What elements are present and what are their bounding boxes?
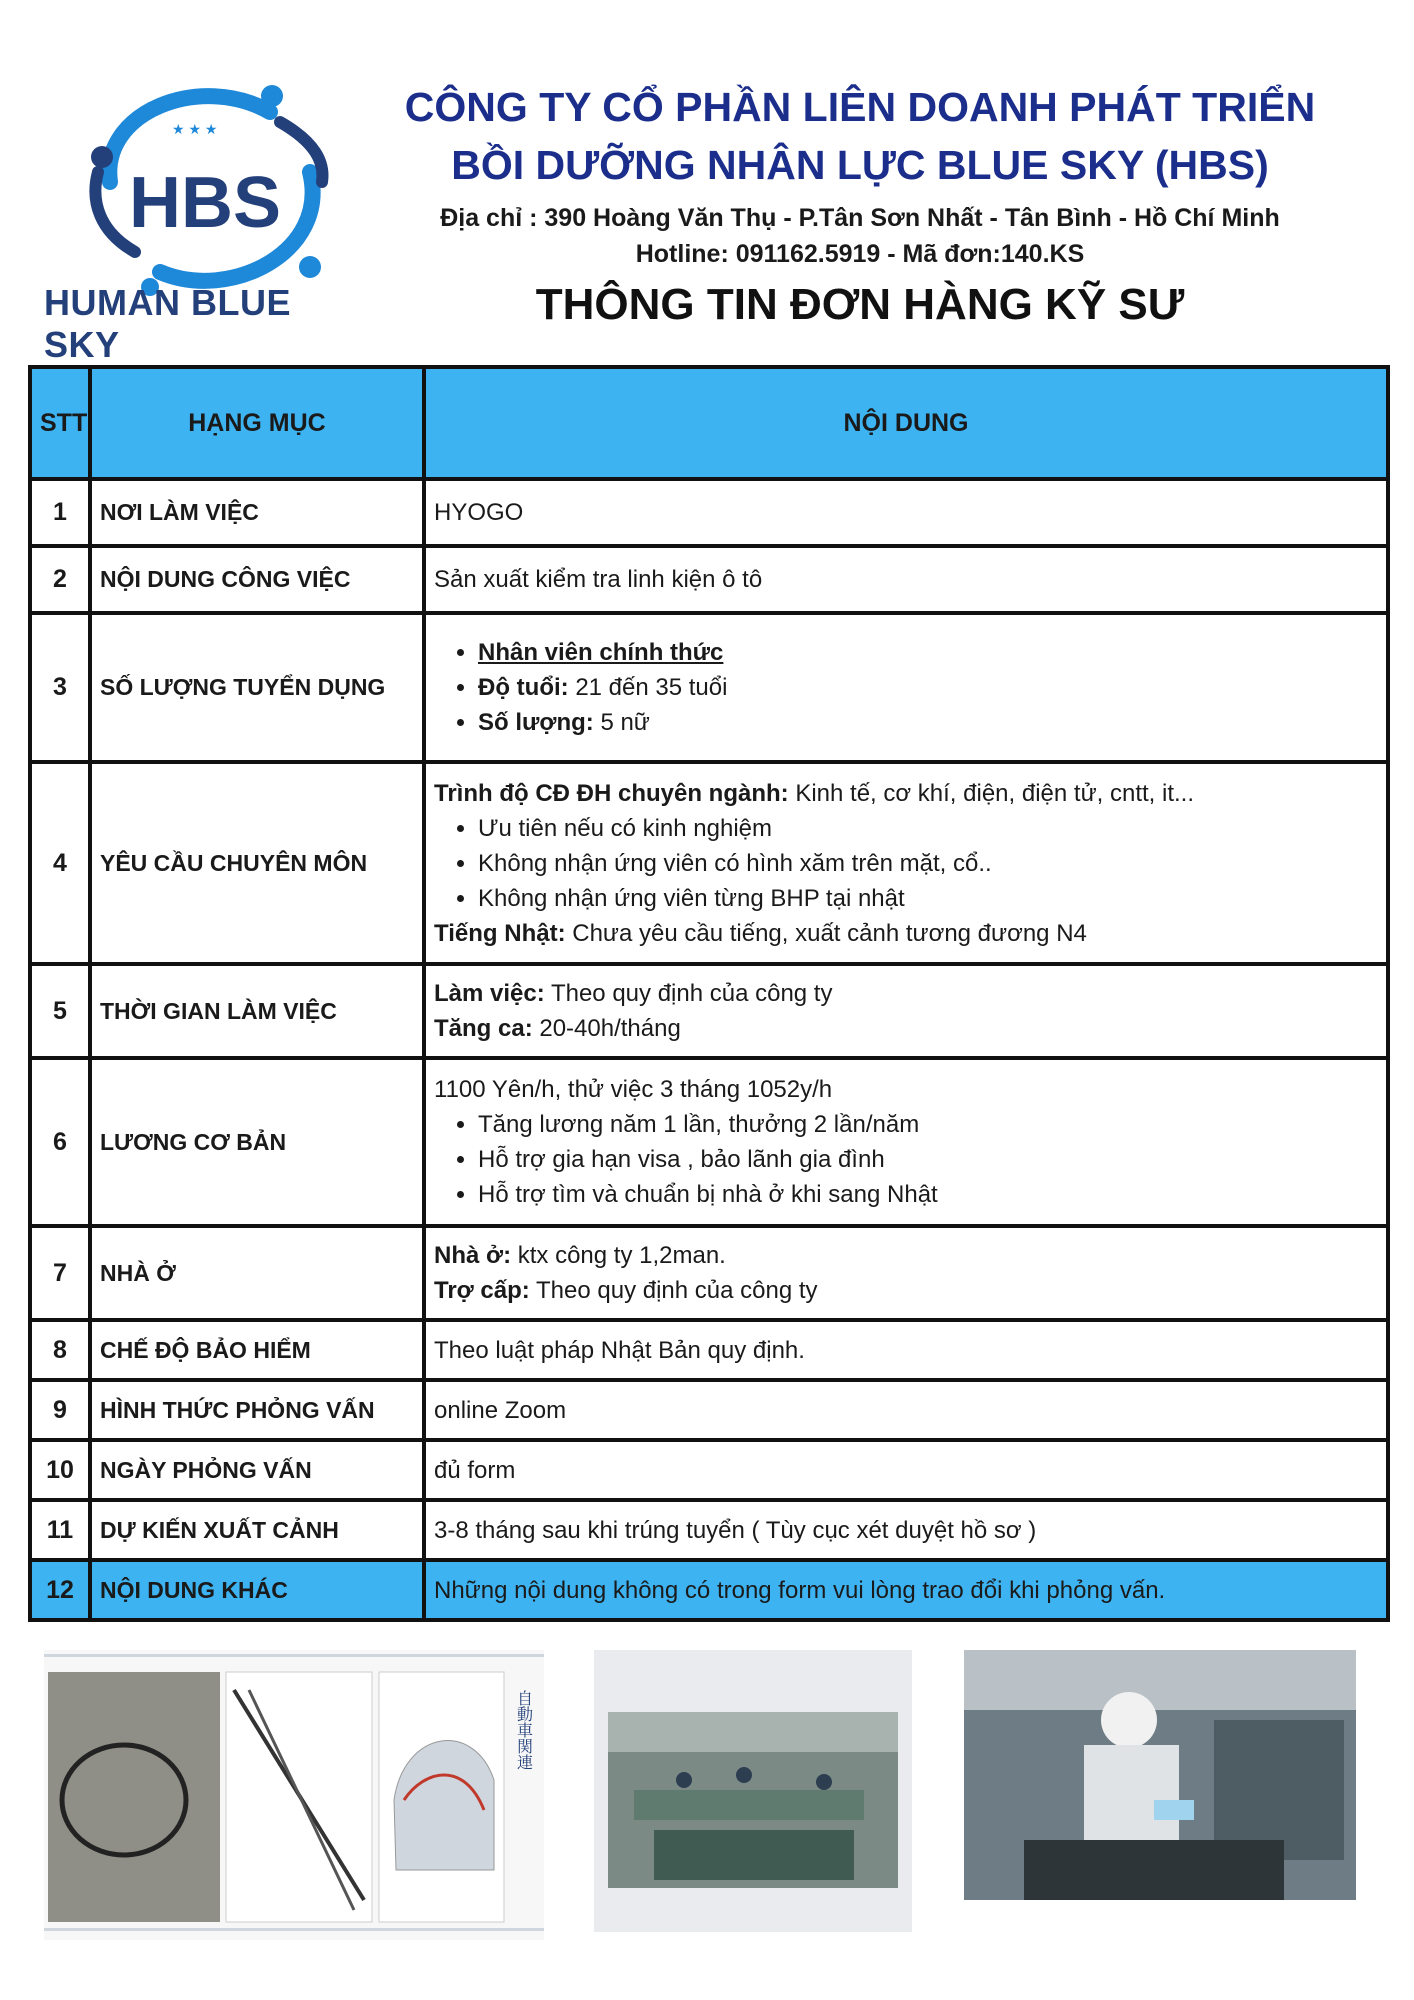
svg-text:HBS: HBS xyxy=(128,163,282,243)
factory-photo xyxy=(594,1650,912,1932)
table-row: 1 NƠI LÀM VIỆC HYOGO xyxy=(30,479,1388,546)
page-title: THÔNG TIN ĐƠN HÀNG KỸ SƯ xyxy=(535,280,1185,329)
order-info-table xyxy=(28,365,1390,1622)
table-row: 4 YÊU CẦU CHUYÊN MÔN Trình độ CĐ ĐH chuyên ngành: Kinh tế, cơ khí, điện, điện tử, cntt, it... • Ưu tiên nếu có kinh nghiệm • Không nhận ứng viên có hình xăm trên mặt, cổ.. • Không nhận ứng viên từng BHP tại nhật Tiếng Nhật: Chưa yêu cầu tiếng, xuất cảnh tương đương N4 xyxy=(30,762,1388,964)
table-row: 12 NỘI DUNG KHÁC Những nội dung không có trong form vui lòng trao đổi khi phỏng vấn. xyxy=(30,1560,1388,1620)
table-header-row xyxy=(30,367,1388,479)
header-content: NỘI DUNG xyxy=(424,367,1388,479)
logo-text: HUMAN BLUE SKY xyxy=(44,282,291,365)
table-row: 5 THỜI GIAN LÀM VIỆC Làm việc: Theo quy định của công ty Tăng ca: 20-40h/tháng xyxy=(30,964,1388,1058)
table-row: 2 NỘI DUNG CÔNG VIỆC Sản xuất kiểm tra linh kiện ô tô xyxy=(30,546,1388,613)
header-category: HẠNG MỤC xyxy=(90,367,424,479)
table-row: 9 HÌNH THỨC PHỎNG VẤN online Zoom xyxy=(30,1380,1388,1440)
company-name: CÔNG TY CỔ PHẦN LIÊN DOANH PHÁT TRIỂN BỒI DƯỠNG NHÂN LỰC BLUE SKY (HBS) xyxy=(404,84,1316,188)
table-row: 7 NHÀ Ở Nhà ở: ktx công ty 1,2man. Trợ cấp: Theo quy định của công ty xyxy=(30,1226,1388,1320)
worker-photo xyxy=(964,1650,1356,1900)
table-row: 8 CHẾ ĐỘ BẢO HIỂM Theo luật pháp Nhật Bản quy định. xyxy=(30,1320,1388,1380)
table-row: 11 DỰ KIẾN XUẤT CẢNH 3-8 tháng sau khi trúng tuyển ( Tùy cục xét duyệt hồ sơ ) xyxy=(30,1500,1388,1560)
header xyxy=(0,0,1414,365)
svg-text:★ ★ ★: ★ ★ ★ xyxy=(172,121,218,137)
photo-caption: 自動車関連 xyxy=(514,1690,534,1770)
table-row: 10 NGÀY PHỎNG VẤN đủ form xyxy=(30,1440,1388,1500)
contact-info xyxy=(360,200,1360,272)
auto-parts-photo xyxy=(44,1650,544,1940)
hotline: Hotline: 091162.5919 - Mã đơn:140.KS xyxy=(635,240,1085,268)
address: Địa chỉ : 390 Hoàng Văn Thụ - P.Tân Sơn Nhất - Tân Bình - Hồ Chí Minh xyxy=(440,204,1280,232)
header-stt: STT xyxy=(30,367,90,479)
table-row: 3 SỐ LƯỢNG TUYỂN DỤNG • Nhân viên chính thức • Độ tuổi: 21 đến 35 tuổi • Số lượng: 5 nữ xyxy=(30,613,1388,762)
table-row: 6 LƯƠNG CƠ BẢN 1100 Yên/h, thử việc 3 tháng 1052y/h • Tăng lương năm 1 lần, thưởng 2 lần/năm • Hỗ trợ gia hạn visa , bảo lãnh gia đình • Hỗ trợ tìm và chuẩn bị nhà ở khi sang Nhật xyxy=(30,1058,1388,1226)
photo-strip xyxy=(0,1650,1414,1970)
